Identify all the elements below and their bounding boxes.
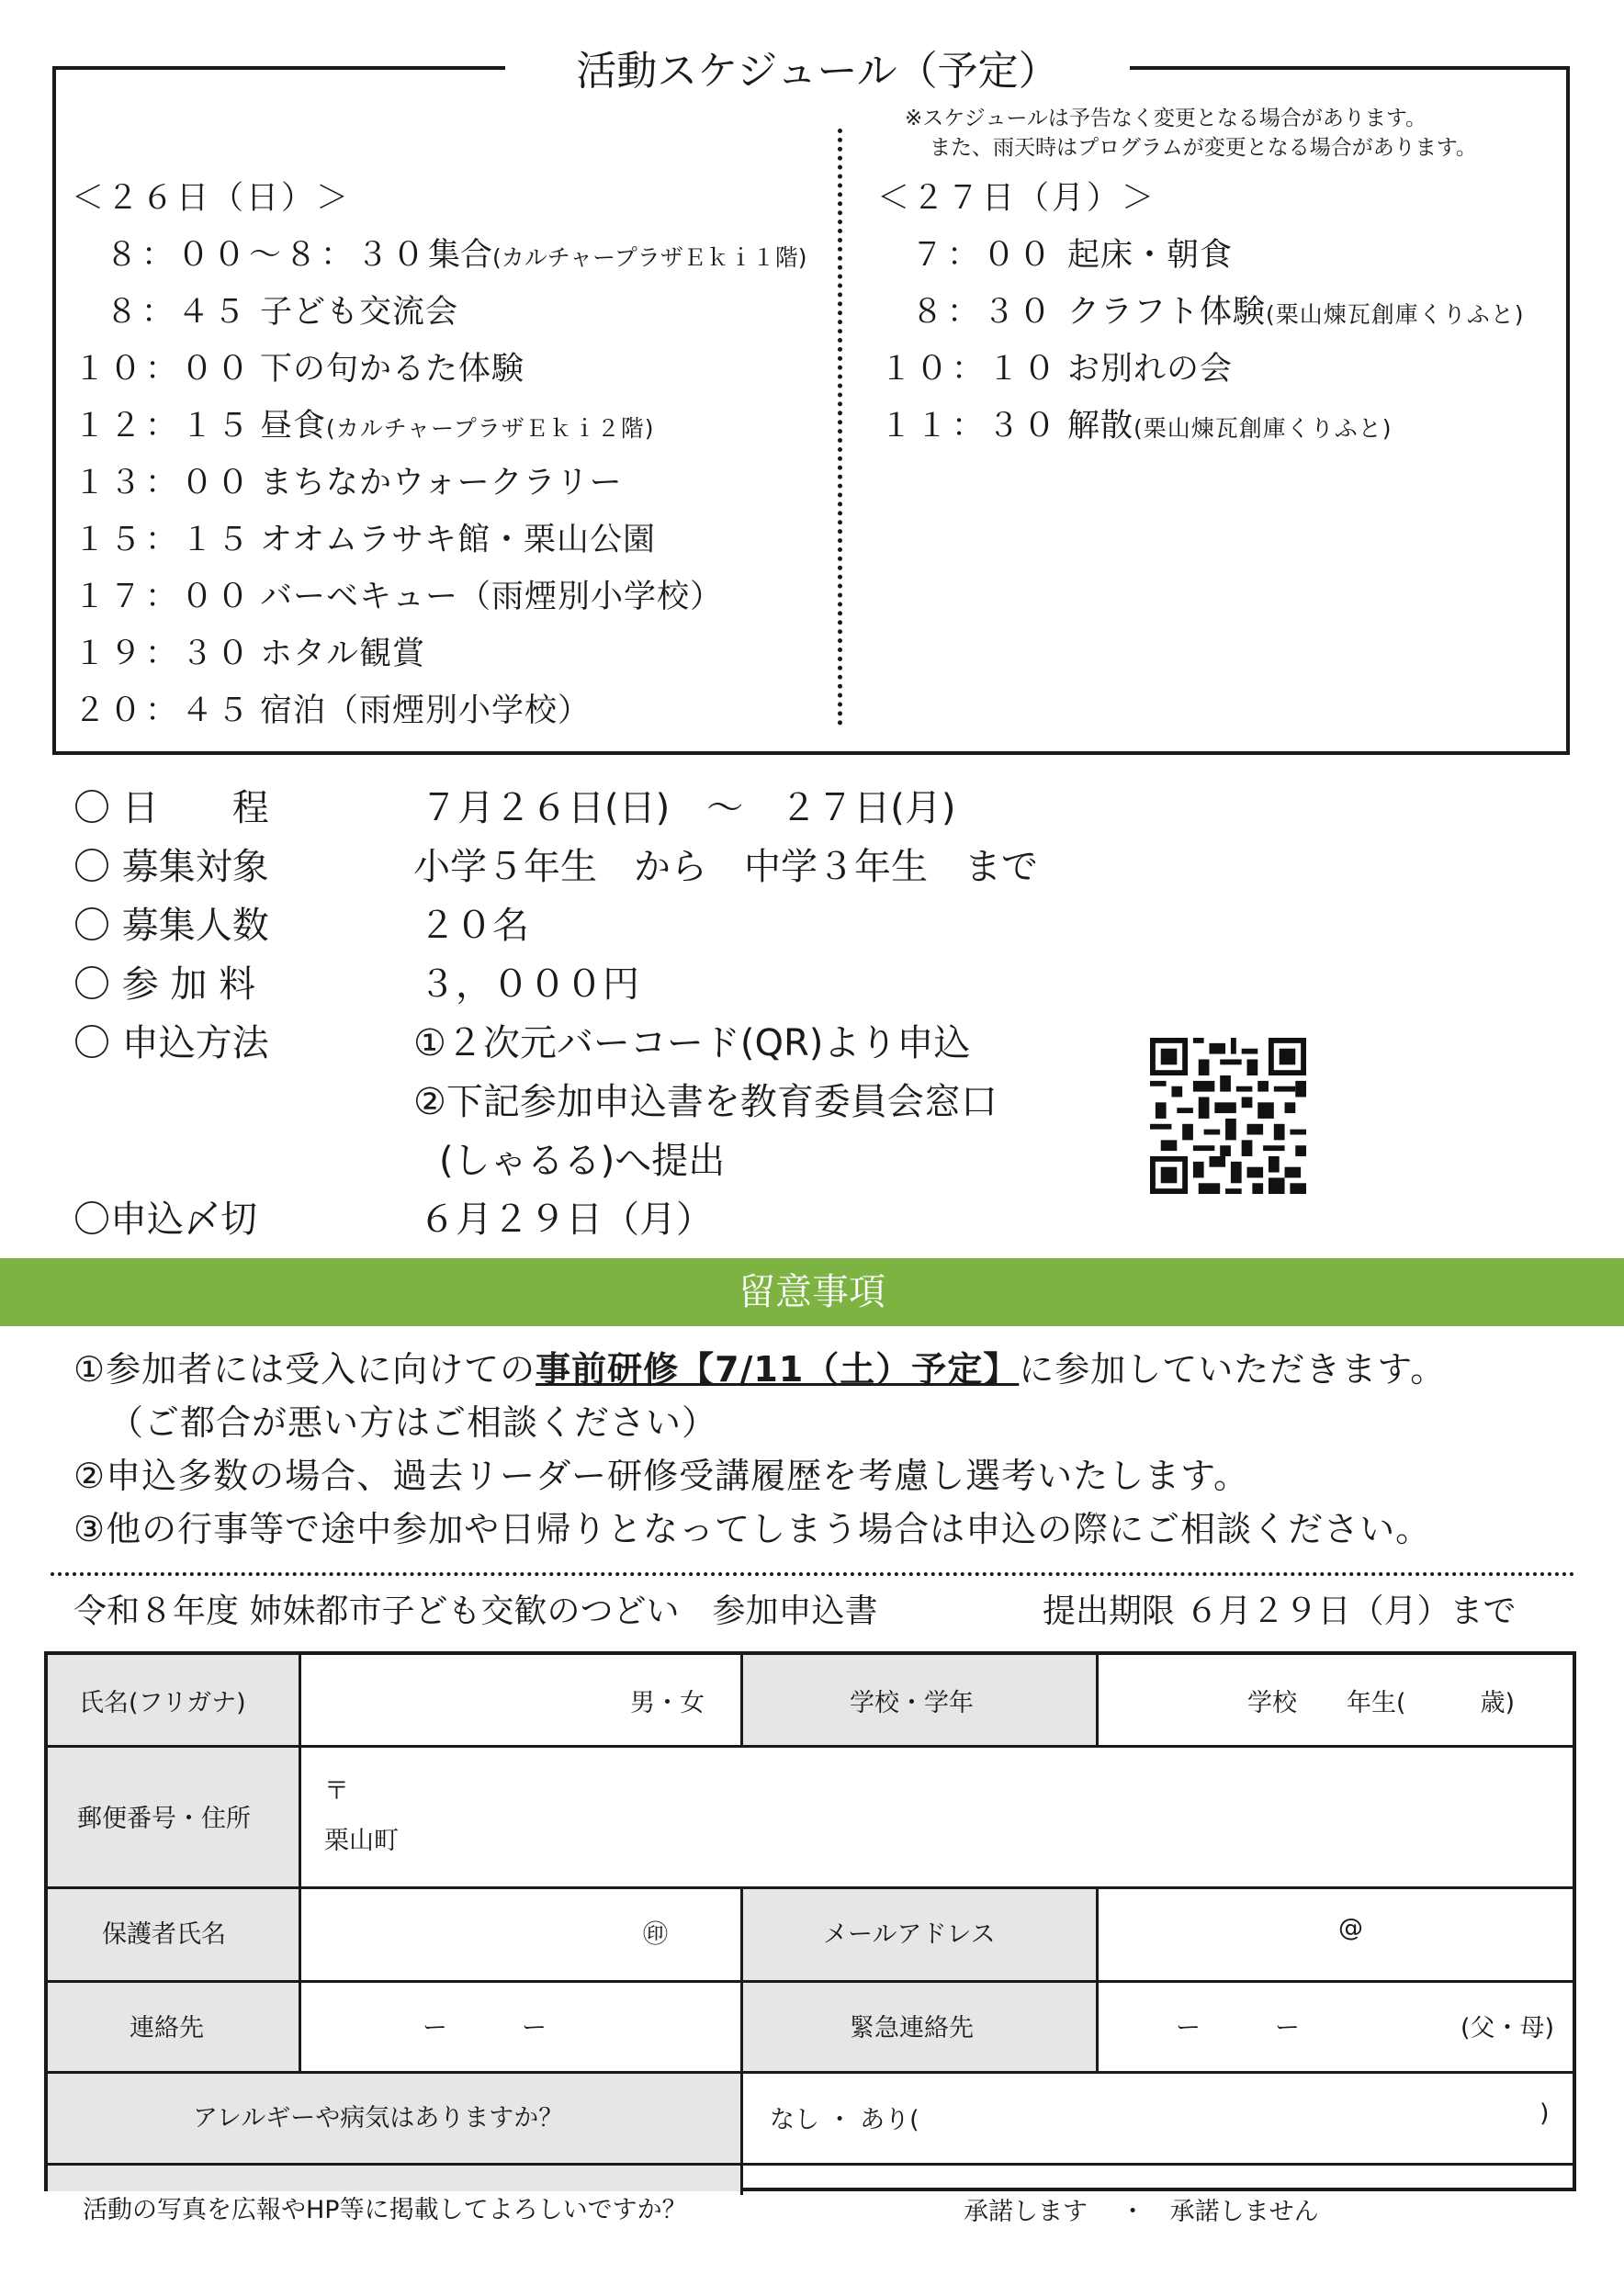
schedule-event: クラフト体験 xyxy=(1067,294,1267,331)
info-value: ６月２９日（月） xyxy=(419,1199,713,1241)
schedule-row xyxy=(106,287,459,332)
application-deadline: 提出期限 ６月２９日（月）まで xyxy=(1043,1593,1517,1630)
schedule-row xyxy=(880,400,1393,446)
grid-line xyxy=(740,1655,743,1745)
schedule-time: １２：１５ xyxy=(73,408,254,445)
town-name: 栗山町 xyxy=(324,1827,399,1855)
label-cell xyxy=(48,2166,740,2191)
contact-blank[interactable]: ー ー xyxy=(423,2014,547,2043)
schedule-time: １５：１５ xyxy=(73,522,254,558)
postal-mark: 〒 xyxy=(324,1777,349,1806)
info-label: 〇 申込方法 xyxy=(73,1022,269,1064)
note-1-text-end: に参加していただきます。 xyxy=(1019,1349,1447,1390)
schedule-row xyxy=(73,343,525,389)
info-value: 小学５年生 から 中学３年生 まで xyxy=(413,846,1038,888)
info-value: ７月２６日(日) 〜 ２７日(月) xyxy=(421,787,956,829)
cut-line xyxy=(51,1572,1575,1576)
photo-question: 活動の写真を広報やHP等に掲載してよろしいですか？ xyxy=(83,2196,687,2224)
address-label: 郵便番号・住所 xyxy=(77,1805,251,1833)
grid-line xyxy=(48,2071,1573,2074)
note-2: ②申込多数の場合、過去リーダー研修受講履歴を考慮し選考いたします。 xyxy=(73,1456,1250,1496)
notes-header-band xyxy=(0,1258,1624,1326)
allergy-close-paren: ) xyxy=(1539,2099,1550,2128)
grid-line xyxy=(1096,1888,1099,2071)
info-label: 〇 日 程 xyxy=(73,787,269,829)
schedule-row xyxy=(73,400,655,446)
parent-options[interactable]: (父・母) xyxy=(1460,2014,1555,2043)
schedule-event: 集合 xyxy=(428,237,493,274)
schedule-time: １０：００ xyxy=(73,351,254,388)
schedule-time: １３：００ xyxy=(73,465,254,501)
schedule-detail: (栗山煉瓦創庫くりふと) xyxy=(1266,301,1525,328)
schedule-title-wrap xyxy=(505,44,1130,99)
day1-heading: ＜２６日（日）＞ xyxy=(72,180,352,217)
grid-line xyxy=(299,1655,301,2071)
contact-label: 連絡先 xyxy=(130,2014,204,2043)
schedule-event: オオムラサキ館・栗山公園 xyxy=(260,522,656,558)
info-label: 〇 募集対象 xyxy=(73,846,269,888)
note-1-emphasis: 事前研修【7/11（土）予定】 xyxy=(536,1349,1020,1390)
schedule-event: バーベキュー（雨煙別小学校） xyxy=(260,579,724,615)
schedule-detail: (カルチャープラザＥｋｉ２階) xyxy=(326,415,655,442)
schedule-event-wrap xyxy=(1067,287,1525,332)
schedule-event: 子ども交流会 xyxy=(260,294,459,331)
schedule-detail: (カルチャープラザＥｋｉ１階) xyxy=(492,244,807,271)
schedule-time: ２０：４５ xyxy=(73,692,254,729)
note-1-text: ①参加者には受入に向けての xyxy=(73,1349,536,1390)
schedule-dotted-divider xyxy=(838,129,842,726)
notes-title: 留意事項 xyxy=(739,1271,885,1313)
emergency-blank[interactable]: ー ー xyxy=(1176,2014,1300,2043)
school-grade-blank[interactable]: 学校 年生( 歳) xyxy=(1247,1689,1516,1717)
schedule-event: 起床・朝食 xyxy=(1067,237,1234,274)
schedule-row xyxy=(73,685,592,731)
note-1-sub: （ご都合が悪い方はご相談ください） xyxy=(108,1402,718,1443)
schedule-time: １７：００ xyxy=(73,579,254,615)
guardian-label: 保護者氏名 xyxy=(102,1920,226,1949)
grid-line xyxy=(48,1980,1573,1983)
grid-line xyxy=(48,1886,1573,1889)
info-label: 〇 募集人数 xyxy=(73,905,269,947)
qr-code-icon[interactable] xyxy=(1150,1038,1306,1194)
schedule-event-wrap xyxy=(260,400,655,446)
info-value: ①２次元バーコード(QR)より申込 xyxy=(413,1022,971,1064)
schedule-event: 解散 xyxy=(1067,408,1134,445)
schedule-event: 下の句かるた体験 xyxy=(260,351,525,388)
day2-heading: ＜２７日（月）＞ xyxy=(877,180,1157,217)
seal-mark: ㊞ xyxy=(643,1920,668,1949)
note-3: ③他の行事等で途中参加や日帰りとなってしまう場合は申込の際にご相談ください。 xyxy=(73,1509,1432,1549)
allergy-question: アレルギーや病気はありますか？ xyxy=(193,2104,564,2133)
info-value: ２０名 xyxy=(419,905,529,947)
school-label: 学校・学年 xyxy=(850,1689,974,1717)
application-title: 令和８年度 姉妹都市子ども交歓のつどい 参加申込書 xyxy=(73,1593,878,1630)
schedule-time: ８：００〜８：３０ xyxy=(106,237,429,274)
email-at-mark[interactable]: @ xyxy=(1338,1914,1363,1942)
schedule-time: ８：３０ xyxy=(911,294,1055,331)
schedule-time: １９：３０ xyxy=(73,636,254,672)
schedule-event-wrap xyxy=(1067,400,1393,446)
schedule-time: ８：４５ xyxy=(106,294,250,331)
schedule-row xyxy=(73,571,724,617)
info-value: ②下記参加申込書を教育委員会窓口 xyxy=(413,1081,998,1123)
info-value: (しゃるる)へ提出 xyxy=(439,1140,726,1182)
allergy-options[interactable]: なし ・ あり( xyxy=(770,2106,919,2134)
schedule-row xyxy=(73,514,656,560)
schedule-row xyxy=(911,287,1525,332)
schedule-row xyxy=(880,343,1234,389)
grid-line xyxy=(48,2163,1573,2166)
schedule-time: ７：００ xyxy=(911,237,1055,274)
schedule-event: 昼食 xyxy=(260,408,327,445)
emergency-label: 緊急連絡先 xyxy=(850,2014,974,2043)
photo-consent-options[interactable]: 承諾します ・ 承諾しません xyxy=(964,2198,1319,2226)
schedule-row xyxy=(106,230,807,276)
info-label: 〇 参 加 料 xyxy=(73,963,256,1006)
info-label: 〇申込〆切 xyxy=(73,1199,257,1241)
schedule-detail: (栗山煉瓦創庫くりふと) xyxy=(1133,415,1393,442)
schedule-time: １１：３０ xyxy=(880,408,1060,445)
schedule-event: お別れの会 xyxy=(1067,351,1234,388)
info-value: ３，０００円 xyxy=(419,963,639,1006)
grid-line xyxy=(740,1888,743,2195)
schedule-event: まちなかウォークラリー xyxy=(260,465,623,501)
schedule-note-line1: ※スケジュールは予告なく変更となる場合があります。 xyxy=(905,107,1427,130)
gender-options[interactable]: 男・女 xyxy=(630,1689,705,1717)
schedule-row xyxy=(911,230,1234,276)
schedule-row xyxy=(73,628,426,674)
note-1 xyxy=(73,1341,1446,1391)
schedule-event: 宿泊（雨煙別小学校） xyxy=(260,692,592,729)
schedule-title: 活動スケジュール（予定） xyxy=(576,48,1059,95)
schedule-event: ホタル観賞 xyxy=(260,636,426,672)
schedule-row xyxy=(73,457,623,503)
email-label: メールアドレス xyxy=(823,1920,996,1949)
grid-line xyxy=(1096,1655,1099,1745)
schedule-time: １０：１０ xyxy=(880,351,1060,388)
schedule-note-line2: また、雨天時はプログラムが変更となる場合があります。 xyxy=(930,136,1477,160)
name-label: 氏名(フリガナ) xyxy=(79,1689,246,1717)
grid-line xyxy=(48,1745,1573,1748)
